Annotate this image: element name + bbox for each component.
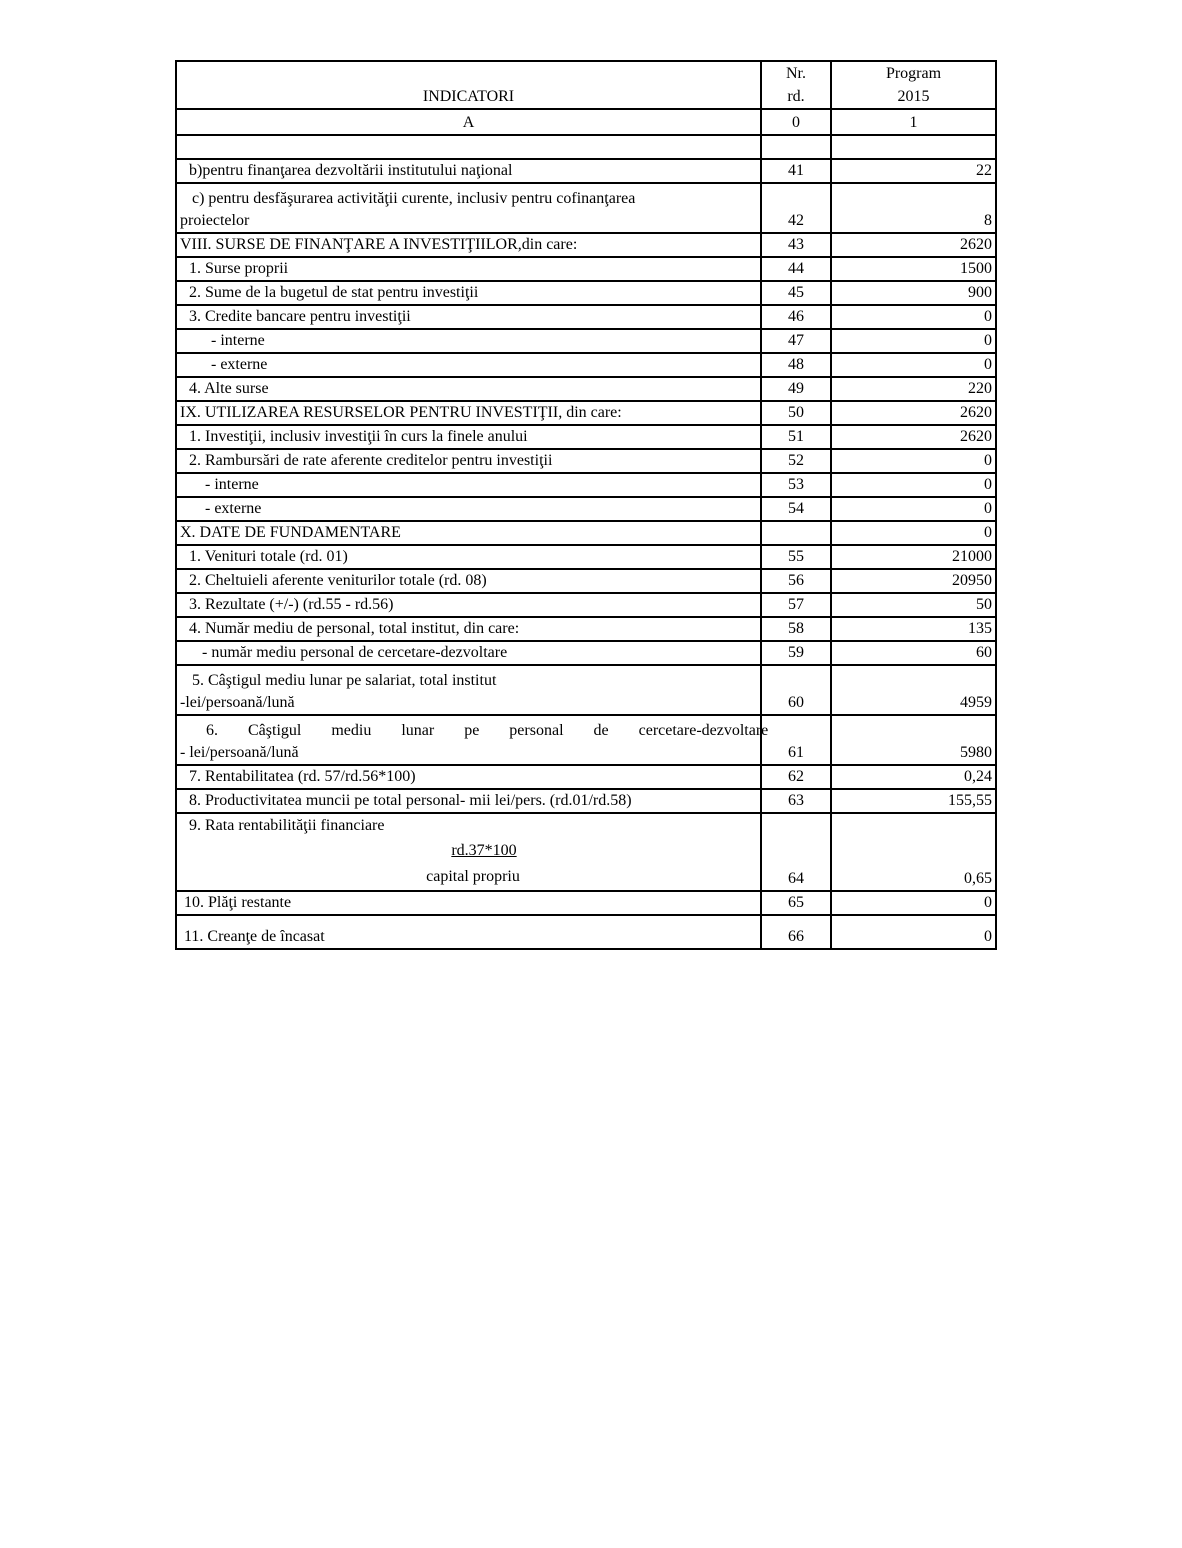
- row-nr: 55: [761, 545, 831, 569]
- row-value: 220: [831, 377, 996, 401]
- table-row: [176, 425, 996, 449]
- row-value: 50: [831, 593, 996, 617]
- row-label-line1: 6. Câştigul mediu lunar pe personal de cercetare-dezvoltare: [206, 722, 769, 739]
- row-value: 0: [831, 305, 996, 329]
- table-row: [176, 641, 996, 665]
- row-label: [176, 183, 761, 233]
- row-nr: 57: [761, 593, 831, 617]
- row-label: [176, 715, 769, 765]
- row-value: 22: [831, 159, 996, 183]
- table-row: [176, 715, 996, 765]
- row-label: 4. Alte surse: [176, 377, 761, 401]
- col-index-a: A: [176, 109, 761, 135]
- row-nr: 53: [761, 473, 831, 497]
- section-label: X. DATE DE FUNDAMENTARE: [176, 521, 761, 545]
- table-row: [176, 257, 996, 281]
- header-program-line2: 2015: [897, 88, 930, 105]
- row-label: 11. Creanţe de încasat: [176, 915, 761, 949]
- row-label-line1: 9. Rata rentabilităţii financiare: [189, 817, 385, 834]
- table-row: [176, 593, 996, 617]
- row-value: 8: [831, 183, 996, 233]
- row-value: 0: [831, 353, 996, 377]
- table-row: [176, 305, 996, 329]
- row-value: 21000: [831, 545, 996, 569]
- row-nr: 41: [761, 159, 831, 183]
- row-label: [176, 813, 761, 891]
- blank-cell: [761, 135, 831, 159]
- row-value: 2620: [831, 401, 996, 425]
- col-index-0: 0: [761, 109, 831, 135]
- row-label: 2. Rambursări de rate aferente creditelor pentru investiţii: [176, 449, 761, 473]
- row-nr: 46: [761, 305, 831, 329]
- table-row: [176, 665, 996, 715]
- row-label-line1: 5. Câştigul mediu lunar pe salariat, total institut: [192, 672, 497, 689]
- header-nr-line2: rd.: [787, 88, 805, 105]
- table-row: [176, 545, 996, 569]
- formula-numerator-text: rd.37*100: [451, 842, 517, 859]
- row-nr: 58: [761, 617, 831, 641]
- table-row: [176, 789, 996, 813]
- row-nr: 62: [761, 765, 831, 789]
- row-label-line2: -lei/persoană/lună: [180, 694, 295, 711]
- row-label: - externe: [176, 497, 761, 521]
- blank-cell: [176, 135, 761, 159]
- row-value: 0,24: [831, 765, 996, 789]
- table-row: [176, 473, 996, 497]
- row-value: 60: [831, 641, 996, 665]
- table-row: [176, 353, 996, 377]
- row-nr: 64: [761, 813, 831, 891]
- row-nr: 59: [761, 641, 831, 665]
- header-nr-rd: [761, 61, 831, 109]
- row-value: 0: [831, 915, 996, 949]
- table-row: [176, 915, 996, 949]
- formula-numerator: [189, 838, 757, 864]
- row-label-line1: c) pentru desfăşurarea activităţii curente, inclusiv pentru cofinanţarea: [192, 190, 636, 207]
- table-row: [176, 377, 996, 401]
- table-row: [176, 159, 996, 183]
- formula-denominator: capital propriu: [426, 868, 520, 885]
- header-program-line1: Program: [885, 65, 942, 82]
- row-nr: 60: [761, 665, 831, 715]
- row-value: 20950: [831, 569, 996, 593]
- table-row: [176, 521, 996, 545]
- indicators-table: [175, 60, 997, 950]
- row-nr: 52: [761, 449, 831, 473]
- row-label: - număr mediu personal de cercetare-dezvoltare: [176, 641, 761, 665]
- table-row: [176, 401, 996, 425]
- row-value: 0: [831, 891, 996, 915]
- row-label: 1. Surse proprii: [176, 257, 761, 281]
- table-row: [176, 449, 996, 473]
- table-row: [176, 569, 996, 593]
- row-nr: 54: [761, 497, 831, 521]
- row-nr: 65: [761, 891, 831, 915]
- row-nr: 43: [761, 233, 831, 257]
- table-header-row: [176, 61, 996, 109]
- row-label: 10. Plăţi restante: [176, 891, 761, 915]
- row-nr: 50: [761, 401, 831, 425]
- row-value: 155,55: [831, 789, 996, 813]
- row-label: - interne: [176, 329, 761, 353]
- row-label: - interne: [176, 473, 761, 497]
- row-label: 4. Număr mediu de personal, total institut, din care:: [176, 617, 761, 641]
- row-nr: 49: [761, 377, 831, 401]
- row-label: 3. Credite bancare pentru investiţii: [176, 305, 761, 329]
- row-label: 2. Cheltuieli aferente veniturilor totale (rd. 08): [176, 569, 761, 593]
- row-value: 0,65: [831, 813, 996, 891]
- row-label-line2: proiectelor: [180, 212, 250, 229]
- section-label: VIII. SURSE DE FINANŢARE A INVESTIŢIILOR,din care:: [176, 233, 761, 257]
- header-nr-line1: Nr.: [786, 65, 806, 82]
- row-label: 8. Productivitatea muncii pe total personal- mii lei/pers. (rd.01/rd.58): [176, 789, 761, 813]
- row-value: 1500: [831, 257, 996, 281]
- row-label: 7. Rentabilitatea (rd. 57/rd.56*100): [176, 765, 761, 789]
- row-label: 1. Venituri totale (rd. 01): [176, 545, 761, 569]
- row-label: - externe: [176, 353, 761, 377]
- row-nr: 44: [761, 257, 831, 281]
- row-nr: 66: [761, 915, 831, 949]
- row-value: 4959: [831, 665, 996, 715]
- row-nr: 48: [761, 353, 831, 377]
- col-index-1: 1: [831, 109, 996, 135]
- table-row: [176, 281, 996, 305]
- table-row: [176, 233, 996, 257]
- row-nr: 51: [761, 425, 831, 449]
- header-indicatori: INDICATORI: [176, 61, 761, 109]
- row-label: 2. Sume de la bugetul de stat pentru investiţii: [176, 281, 761, 305]
- table-row: [176, 891, 996, 915]
- row-value: 2620: [831, 425, 996, 449]
- row-value: 0: [831, 521, 996, 545]
- row-label: [176, 665, 761, 715]
- row-nr: 63: [761, 789, 831, 813]
- row-label: 1. Investiţii, inclusiv investiţii în curs la finele anului: [176, 425, 761, 449]
- row-value: 2620: [831, 233, 996, 257]
- row-value: 135: [831, 617, 996, 641]
- row-nr: [761, 521, 831, 545]
- section-label: IX. UTILIZAREA RESURSELOR PENTRU INVESTIŢII, din care:: [176, 401, 761, 425]
- row-value: 0: [831, 329, 996, 353]
- blank-cell: [831, 135, 996, 159]
- row-nr: 56: [761, 569, 831, 593]
- row-label: b)pentru finanţarea dezvoltării institutului naţional: [176, 159, 761, 183]
- row-label: 3. Rezultate (+/-) (rd.55 - rd.56): [176, 593, 761, 617]
- table-row: [176, 183, 996, 233]
- row-value: 5980: [831, 715, 996, 765]
- row-nr: 45: [761, 281, 831, 305]
- table-row: [176, 329, 996, 353]
- row-nr: 47: [761, 329, 831, 353]
- row-value: 0: [831, 497, 996, 521]
- row-nr: 61: [761, 715, 831, 765]
- row-value: 0: [831, 449, 996, 473]
- row-value: 900: [831, 281, 996, 305]
- table-row: [176, 813, 996, 891]
- blank-row: [176, 135, 996, 159]
- table-row: [176, 765, 996, 789]
- row-nr: 42: [761, 183, 831, 233]
- table-row: [176, 497, 996, 521]
- row-label-line2: - lei/persoană/lună: [180, 744, 299, 761]
- row-value: 0: [831, 473, 996, 497]
- table-row: [176, 617, 996, 641]
- column-index-row: [176, 109, 996, 135]
- header-program: [831, 61, 996, 109]
